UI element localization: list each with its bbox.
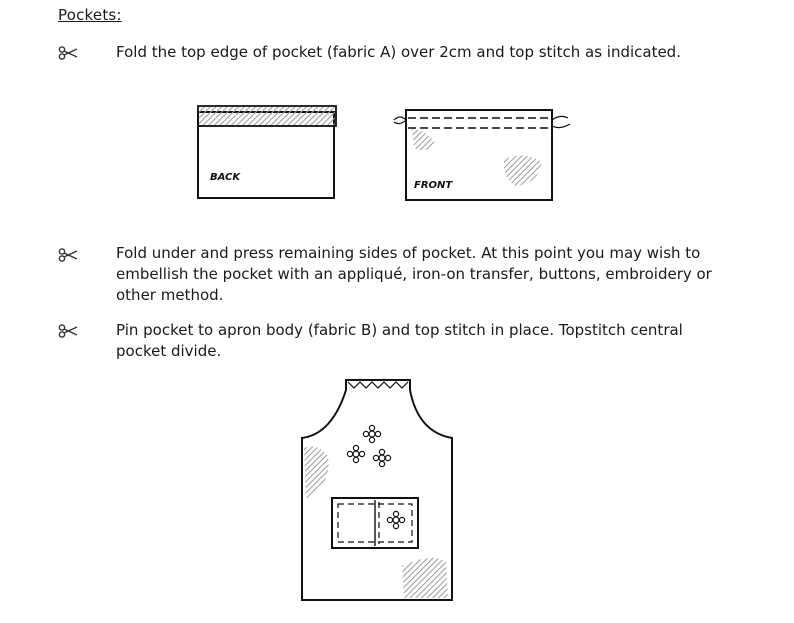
section-heading: Pockets: — [58, 6, 122, 24]
step-1-text: Fold the top edge of pocket (fabric A) over 2cm and top stitch as indicated. — [116, 43, 681, 61]
scissors-icon — [58, 248, 78, 262]
step-2-text: Fold under and press remaining sides of pocket. At this point you may wish to embellish the pocket with an appliqué, iron-on transfer, buttons, embroidery or other method. — [116, 244, 712, 304]
pocket-front-label: FRONT — [414, 180, 453, 191]
step-3-text: Pin pocket to apron body (fabric B) and top stitch in place. Topstitch central pocket divide. — [116, 321, 683, 360]
pocket-back-label: BACK — [210, 172, 241, 183]
apron-illustration — [292, 376, 460, 614]
scissors-icon — [58, 46, 78, 60]
scissors-icon — [58, 324, 78, 338]
pocket-back-illustration — [188, 100, 346, 202]
pocket-front-illustration — [392, 104, 574, 204]
